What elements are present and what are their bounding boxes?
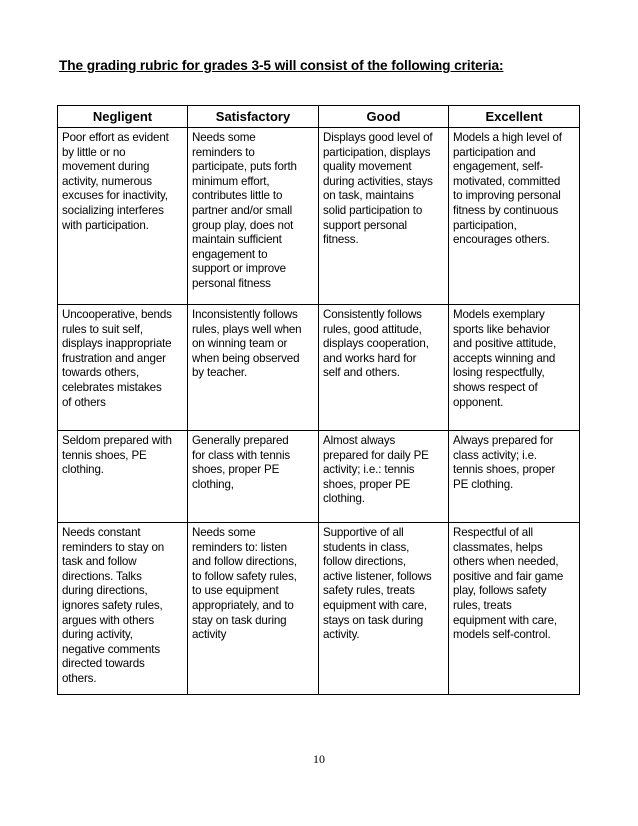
cell-text-line: classmates, helps — [453, 540, 543, 554]
cell-text-line: losing respectfully, — [453, 366, 545, 380]
cell-text-line: Always prepared for — [453, 434, 554, 447]
cell-text-line: Needs some — [192, 131, 256, 144]
column-header-negligent: Negligent — [58, 106, 188, 128]
cell-text-line: shoes, proper PE — [192, 463, 280, 477]
cell-text-line: fitness. — [323, 233, 359, 247]
rubric-cell — [449, 305, 580, 431]
cell-text-line: for class with tennis — [192, 448, 291, 462]
cell-text-line: class activity; i.e. — [453, 448, 537, 462]
cell-text-line: Needs some — [192, 526, 256, 539]
cell-text-line: Supportive of all — [323, 526, 404, 539]
cell-text-line: to follow safety rules, — [192, 569, 297, 583]
cell-text-line: participate, puts forth — [192, 160, 297, 174]
cell-text-line: rules, treats — [453, 598, 512, 612]
cell-text-line: motivated, committed — [453, 174, 561, 188]
cell-text-line: stay on task during — [192, 613, 287, 627]
cell-text-line: PE clothing. — [453, 477, 514, 491]
cell-text-line: argues with others — [62, 613, 155, 627]
cell-text-line: towards others, — [62, 366, 140, 380]
cell-text-line: Poor effort as evident — [62, 131, 169, 144]
cell-text-line: reminders to stay on — [62, 540, 165, 554]
cell-text-line: support or improve — [192, 262, 286, 276]
cell-text-line: activity, numerous — [62, 174, 152, 188]
rubric-cell — [188, 523, 319, 695]
cell-text-line: equipment with care, — [453, 613, 557, 627]
cell-text-line: to use equipment — [192, 584, 279, 598]
cell-text-line: Needs constant — [62, 526, 141, 539]
cell-text-line: fitness by continuous — [453, 203, 559, 217]
cell-text-line: partner and/or small — [192, 203, 293, 217]
cell-text-line: Models exemplary — [453, 308, 545, 321]
cell-text-line: Inconsistently follows — [192, 308, 298, 321]
cell-text-line: on task, maintains — [323, 189, 414, 203]
cell-text-line: movement during — [62, 160, 150, 174]
cell-text-line: active listener, follows — [323, 569, 432, 583]
cell-text-line: minimum effort, — [192, 174, 270, 188]
table-row — [58, 523, 580, 695]
cell-text-line: stays on task during — [323, 613, 424, 627]
cell-text-line: Consistently follows — [323, 308, 422, 321]
rubric-cell — [449, 523, 580, 695]
cell-text-line: negative comments — [62, 642, 160, 656]
cell-text-line: maintain sufficient — [192, 233, 282, 247]
cell-text-line: positive and fair game — [453, 569, 564, 583]
cell-text-line: during activity, — [62, 628, 133, 642]
cell-text-line: excuses for inactivity, — [62, 189, 168, 203]
cell-text-line: with participation. — [62, 218, 149, 232]
cell-text-line: clothing. — [323, 492, 365, 506]
cell-text-line: sports like behavior — [453, 322, 550, 336]
rubric-cell — [449, 128, 580, 305]
cell-text-line: rules, plays well when — [192, 322, 302, 336]
cell-text-line: contributes little to — [192, 189, 283, 203]
cell-text-line: participation, — [453, 218, 517, 232]
cell-text-line: celebrates mistakes — [62, 380, 162, 394]
cell-text-line: others. — [62, 671, 97, 685]
cell-text-line: personal fitness — [192, 276, 271, 290]
rubric-cell — [449, 431, 580, 523]
cell-text-line: to improving personal — [453, 189, 561, 203]
cell-text-line: and follow directions, — [192, 555, 297, 569]
table-row — [58, 128, 580, 305]
cell-text-line: opponent. — [453, 395, 504, 409]
cell-text-line: appropriately, and to — [192, 598, 294, 612]
cell-text-line: self and others. — [323, 366, 400, 380]
cell-text-line: activity. — [323, 628, 360, 642]
page-heading: The grading rubric for grades 3-5 will consist of the following criteria: — [59, 58, 504, 73]
rubric-cell — [58, 523, 188, 695]
rubric-header-row — [58, 106, 580, 128]
cell-text-line: during activities, stays — [323, 174, 433, 188]
page-number: 10 — [313, 752, 325, 766]
cell-text-line: safety rules, treats — [323, 584, 415, 598]
cell-text-line: Models a high level of — [453, 131, 562, 144]
cell-text-line: and works hard for — [323, 351, 417, 365]
cell-text-line: frustration and anger — [62, 351, 166, 365]
rubric-cell — [188, 305, 319, 431]
cell-text-line: prepared for daily PE — [323, 448, 429, 462]
rubric-cell — [319, 523, 449, 695]
rubric-cell — [319, 128, 449, 305]
rubric-cell — [188, 128, 319, 305]
cell-text-line: tennis shoes, PE — [62, 448, 147, 462]
cell-text-line: of others — [62, 395, 106, 409]
cell-text-line: Generally prepared — [192, 434, 289, 447]
cell-text-line: support personal — [323, 218, 407, 232]
cell-text-line: activity; i.e.: tennis — [323, 463, 415, 477]
cell-text-line: participation and — [453, 145, 536, 159]
cell-text-line: activity — [192, 628, 227, 642]
cell-text-line: by teacher. — [192, 366, 248, 380]
rubric-cell — [58, 128, 188, 305]
cell-text-line: reminders to — [192, 145, 255, 159]
cell-text-line: clothing, — [192, 477, 234, 491]
column-header-satisfactory: Satisfactory — [188, 106, 319, 128]
cell-text-line: Displays good level of — [323, 131, 433, 144]
cell-text-line: directed towards — [62, 657, 145, 671]
rubric-cell — [58, 305, 188, 431]
cell-text-line: socializing interferes — [62, 203, 164, 217]
cell-text-line: equipment with care, — [323, 598, 427, 612]
cell-text-line: quality movement — [323, 160, 412, 174]
cell-text-line: accepts winning and — [453, 351, 556, 365]
cell-text-line: Seldom prepared with — [62, 434, 172, 447]
rubric-cell — [319, 305, 449, 431]
cell-text-line: ignores safety rules, — [62, 598, 163, 612]
cell-text-line: clothing. — [62, 463, 104, 477]
rubric-cell — [188, 431, 319, 523]
cell-text-line: rules to suit self, — [62, 322, 143, 336]
cell-text-line: encourages others. — [453, 233, 550, 247]
cell-text-line: and positive attitude, — [453, 337, 557, 351]
table-row — [58, 305, 580, 431]
cell-text-line: displays inappropriate — [62, 337, 172, 351]
cell-text-line: solid participation to — [323, 203, 423, 217]
column-header-excellent: Excellent — [449, 106, 580, 128]
cell-text-line: shoes, proper PE — [323, 477, 411, 491]
cell-text-line: engagement, self- — [453, 160, 544, 174]
cell-text-line: models self-control. — [453, 628, 551, 642]
cell-text-line: engagement to — [192, 247, 268, 261]
cell-text-line: Respectful of all — [453, 526, 533, 539]
cell-text-line: during directions, — [62, 584, 148, 598]
cell-text-line: students in class, — [323, 540, 410, 554]
cell-text-line: group play, does not — [192, 218, 294, 232]
rubric-cell — [58, 431, 188, 523]
table-row — [58, 431, 580, 523]
cell-text-line: shows respect of — [453, 380, 538, 394]
cell-text-line: others when needed, — [453, 555, 559, 569]
grading-rubric-table — [57, 105, 580, 695]
cell-text-line: by little or no — [62, 145, 126, 159]
cell-text-line: Almost always — [323, 434, 396, 447]
cell-text-line: play, follows safety — [453, 584, 547, 598]
cell-text-line: task and follow — [62, 555, 137, 569]
cell-text-line: reminders to: listen — [192, 540, 287, 554]
cell-text-line: Uncooperative, bends — [62, 308, 172, 321]
cell-text-line: rules, good attitude, — [323, 322, 422, 336]
cell-text-line: directions. Talks — [62, 569, 142, 583]
cell-text-line: on winning team or — [192, 337, 288, 351]
cell-text-line: displays cooperation, — [323, 337, 429, 351]
column-header-good: Good — [319, 106, 449, 128]
cell-text-line: when being observed — [192, 351, 300, 365]
cell-text-line: participation, displays — [323, 145, 431, 159]
rubric-cell — [319, 431, 449, 523]
cell-text-line: follow directions, — [323, 555, 407, 569]
cell-text-line: tennis shoes, proper — [453, 463, 556, 477]
